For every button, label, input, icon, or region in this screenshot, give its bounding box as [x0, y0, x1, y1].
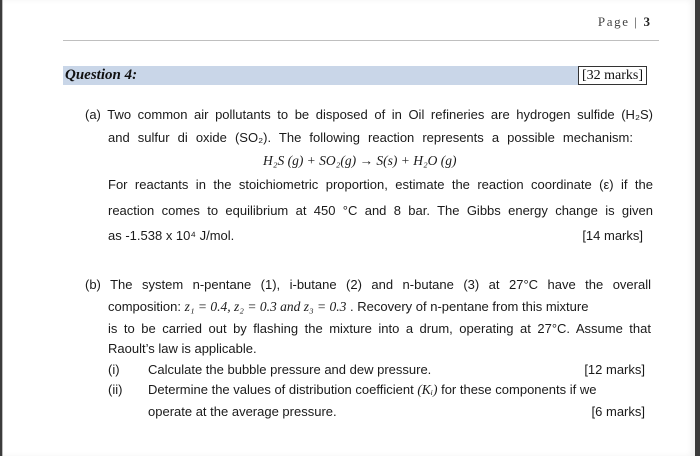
sub-question-i-marks: [12 marks] [584, 362, 645, 377]
part-b-line-3: is to be carried out by flashing the mixture into a drum, operating at 27°C. Assume that [108, 321, 651, 336]
part-a-line-3: For reactants in the stoichiometric proportion, estimate the reaction coordinate (ε) if the [108, 177, 653, 192]
part-a-marks: [14 marks] [582, 228, 643, 243]
sub-question-ii-text-end: for these components if we [441, 382, 597, 397]
sub-question-ii-text: Determine the values of distribution coefficient [148, 382, 414, 397]
sub-question-ii-marks: [6 marks] [591, 404, 645, 419]
part-a-line-5: as -1.538 x 10⁴ J/mol. [108, 228, 235, 243]
page-number [598, 14, 650, 30]
part-a-line-4: reaction comes to equilibrium at 450 °C and 8 bar. The Gibbs energy change is given [108, 203, 653, 218]
question-total-marks: [32 marks] [578, 66, 647, 85]
part-b-line-2 [108, 296, 588, 318]
part-b-line-2-end: . Recovery of n-pentane from this mixture [350, 299, 589, 314]
part-a-line-2: and sulfur di oxide (SO₂). The following reaction represents a possible mechanism: [108, 130, 633, 145]
document-page [2, 0, 695, 456]
question-title: Question 4: [65, 67, 138, 83]
part-a-line-1: (a) Two common air pollutants to be disposed of in Oil refineries are hydrogen sulfide (H₂S) [85, 107, 653, 122]
page-label: Page | [597, 14, 639, 29]
sub-question-ii-line-1 [148, 379, 596, 401]
composition-label: composition: [108, 299, 181, 314]
reaction-equation: H₂S (g) + SO₂(g) → S(s) + H₂O (g) [263, 153, 457, 168]
part-b-line-4: Raoult’s law is applicable. [108, 341, 257, 356]
part-b-line-1: (b) The system n-pentane (1), i-butane (2) and n-butane (3) at 27°C have the overall [85, 277, 651, 292]
distribution-coefficient-symbol: (Kᵢ) [417, 382, 438, 397]
sub-question-ii-label: (ii) [108, 382, 123, 397]
sub-question-ii-line-2: operate at the average pressure. [148, 404, 337, 419]
header-divider [63, 40, 659, 41]
page-number-value: 3 [643, 14, 650, 29]
composition-values: z₁ = 0.4, z₂ = 0.3 and z₃ = 0.3 [184, 299, 347, 314]
sub-question-i-text: Calculate the bubble pressure and dew pressure. [148, 362, 432, 377]
question-header-bar [63, 66, 647, 85]
sub-question-i-label: (i) [108, 362, 120, 377]
